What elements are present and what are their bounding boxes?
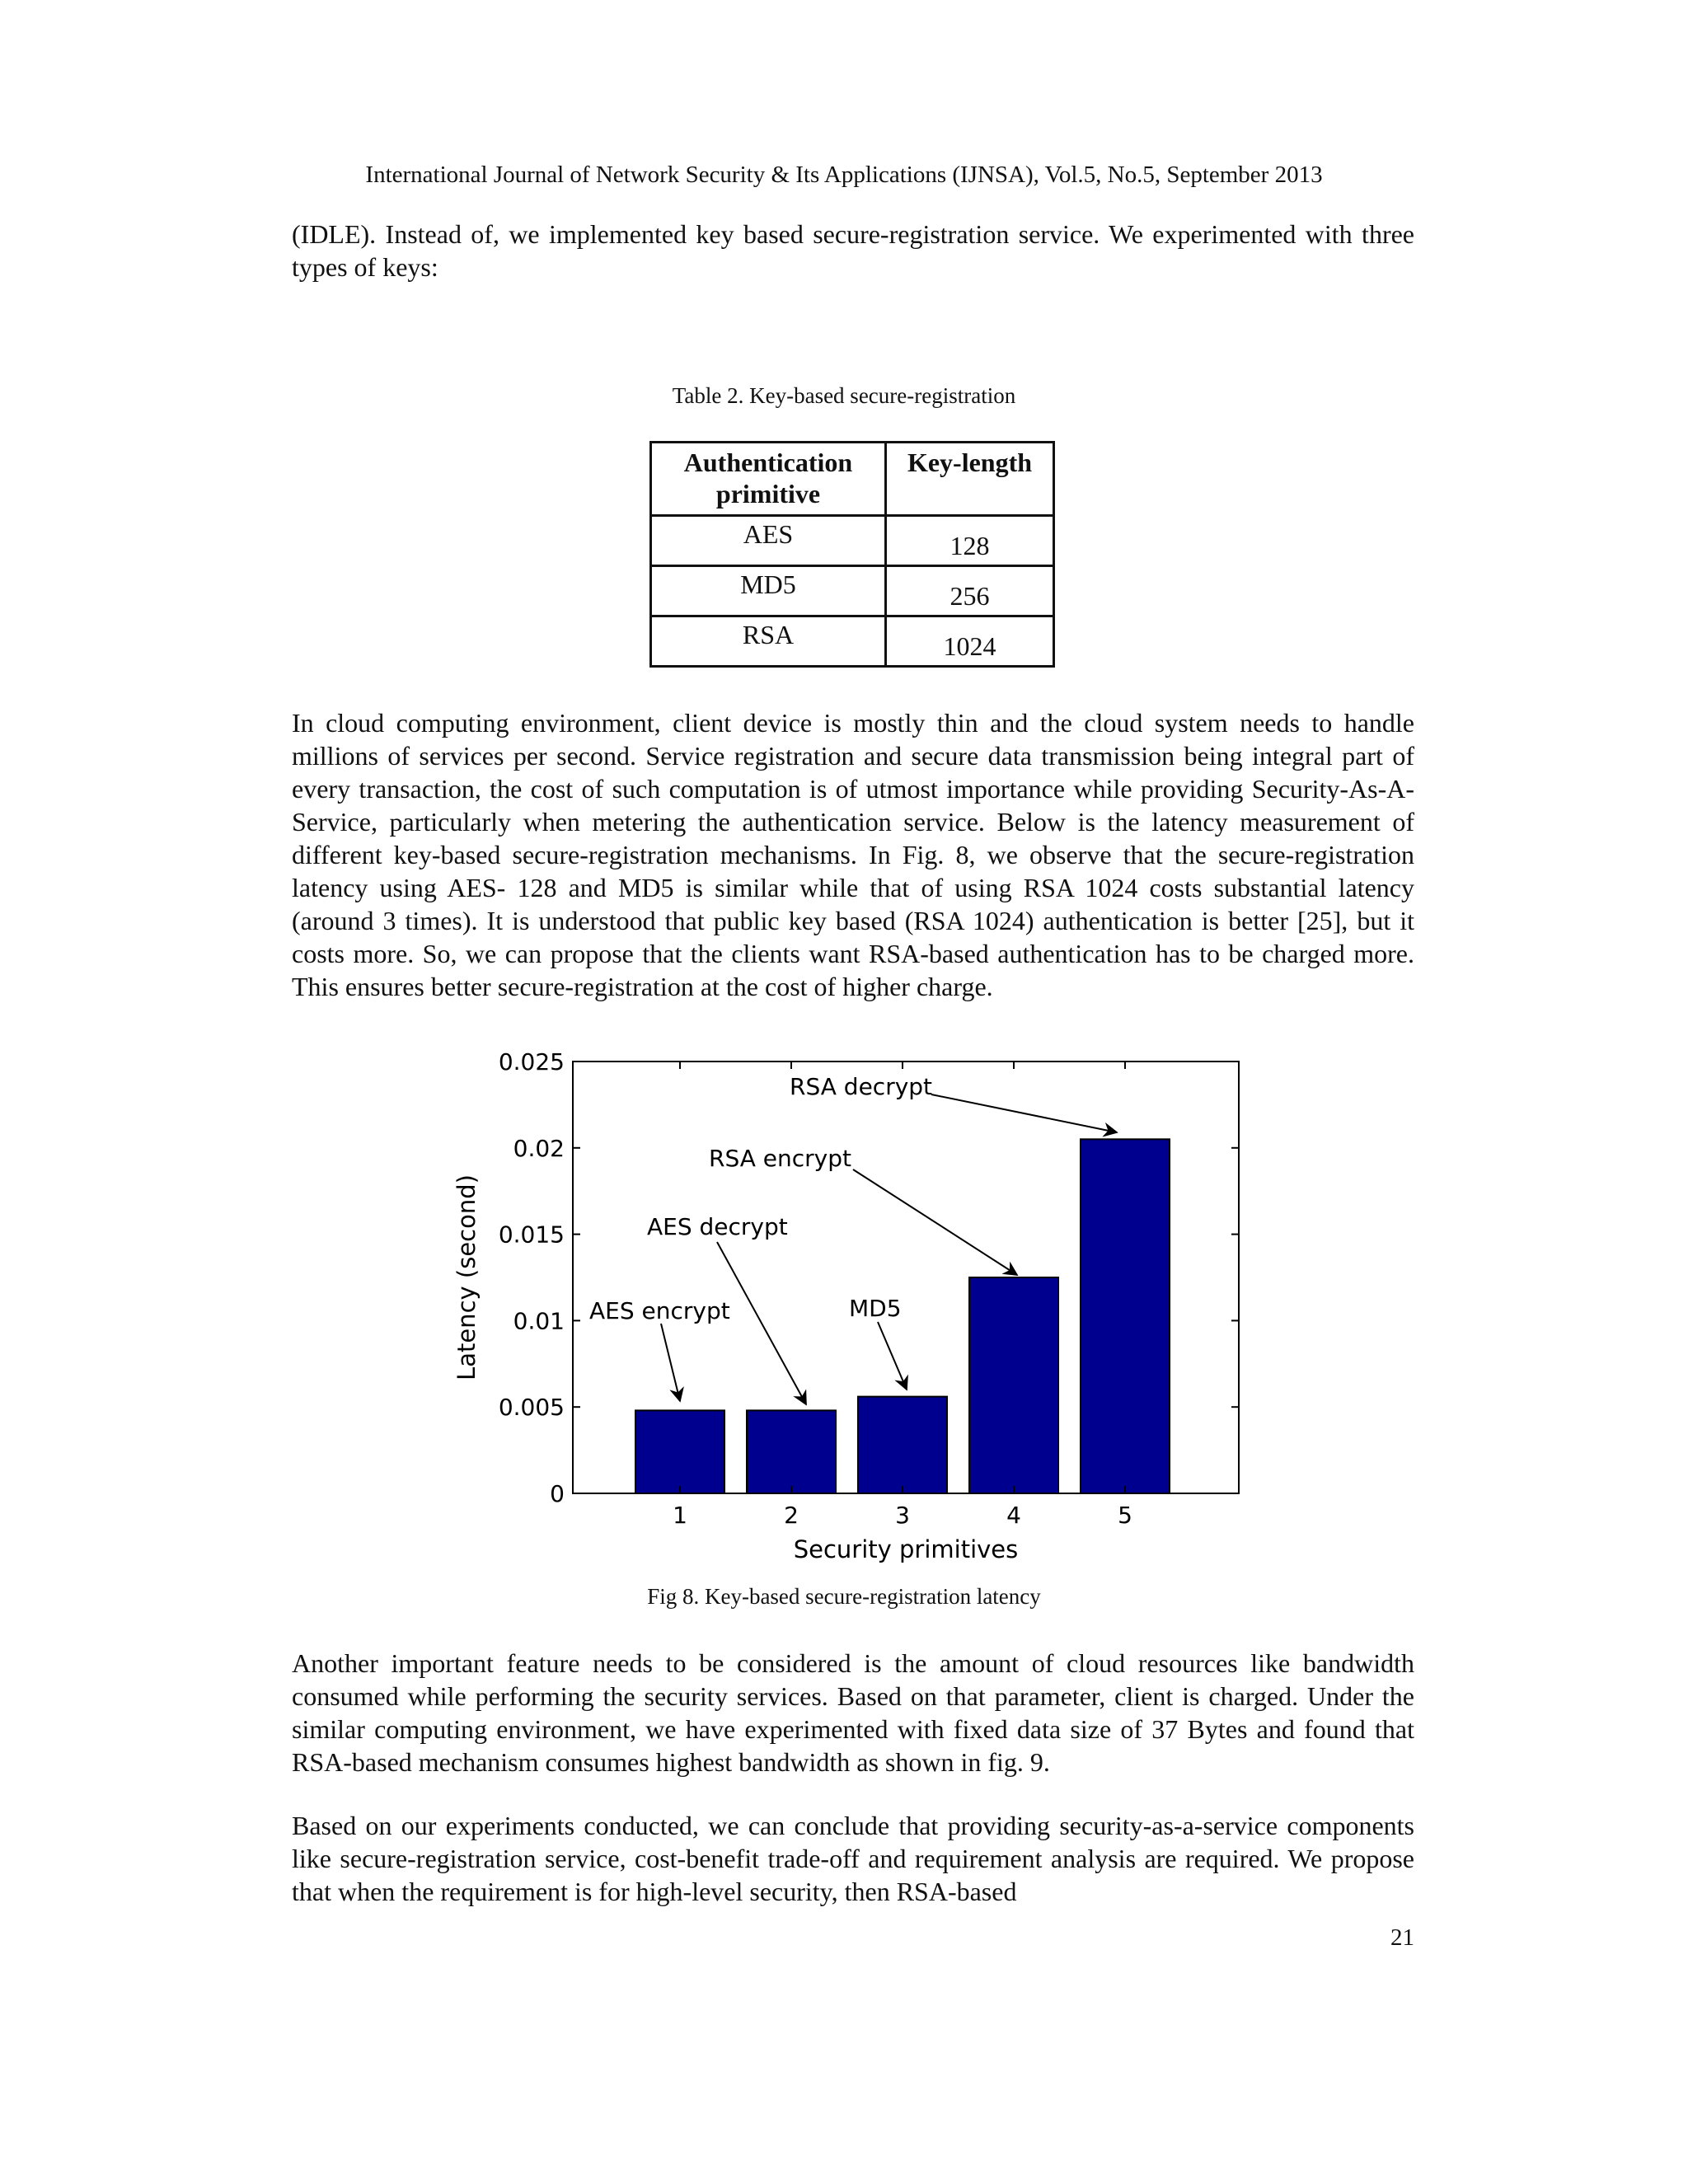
table-row xyxy=(651,616,1054,667)
annotation-label: AES encrypt xyxy=(589,1297,730,1324)
y-axis-label: Latency (second) xyxy=(452,1174,481,1380)
annotation-label: AES decrypt xyxy=(647,1213,788,1240)
latency-bar-chart xyxy=(445,1040,1253,1568)
annotation-arrow xyxy=(878,1322,907,1390)
table-cell-key-length: 128 xyxy=(886,516,1054,566)
bar xyxy=(747,1410,836,1493)
y-tick-label: 0.02 xyxy=(513,1134,565,1162)
table-caption: Table 2. Key-based secure-registration xyxy=(672,383,1016,408)
x-tick-label: 4 xyxy=(1006,1502,1021,1529)
table-row xyxy=(651,566,1054,616)
figure-caption: Fig 8. Key-based secure-registration latency xyxy=(647,1584,1041,1609)
annotation-arrow xyxy=(717,1242,806,1404)
table-header-primitive: Authentication primitive xyxy=(651,443,886,516)
annotation-label: RSA encrypt xyxy=(709,1145,852,1172)
y-tick-label: 0 xyxy=(550,1480,565,1507)
y-tick-label: 0.015 xyxy=(498,1221,565,1249)
table-cell-key-length: 1024 xyxy=(886,616,1054,667)
bar xyxy=(969,1277,1058,1493)
page-number: 21 xyxy=(1390,1924,1414,1951)
bar xyxy=(635,1410,724,1493)
annotation-arrow xyxy=(661,1324,680,1401)
table-cell-primitive: AES xyxy=(651,516,886,566)
y-tick-label: 0.005 xyxy=(498,1394,565,1422)
annotation-arrow xyxy=(853,1169,1017,1275)
x-tick-label: 2 xyxy=(784,1502,799,1529)
x-axis-label: Security primitives xyxy=(793,1535,1019,1563)
y-tick-label: 0.025 xyxy=(498,1048,565,1076)
paragraph-latency: In cloud computing environment, client device is mostly thin and the cloud system needs to handle millions of services per second. Service registration and secure data transmission being integral part of every transaction, the cost of such computation is of utmost importance while providing Security-As-A-Service, particularly when metering the authentication service. Below is the latency measurement of different key-based secure-registration mechanisms. In Fig. 8, we observe that the secure-registration latency using AES- 128 and MD5 is similar while that of using RSA 1024 costs substantial latency (around 3 times). It is understood that public key based (RSA 1024) authentication is better [25], but it costs more. So, we can propose that the clients want RSA-based authentication has to be charged more. This ensures better secure-registration at the cost of higher charge. xyxy=(292,708,1414,1001)
bar xyxy=(1081,1139,1170,1493)
table-cell-key-length: 256 xyxy=(886,566,1054,616)
y-tick-label: 0.01 xyxy=(513,1307,565,1335)
x-tick-label: 5 xyxy=(1118,1502,1132,1529)
paragraph-bandwidth: Another important feature needs to be considered is the amount of cloud resources like bandwidth consumed while performing the security services. Based on that parameter, client is charged. Under the similar computing environment, we have experimented with fixed data size of 37 Bytes and found that RSA-based mechanism consumes highest bandwidth as shown in fig. 9. xyxy=(292,1648,1414,1777)
table-header-row xyxy=(651,443,1054,516)
table-cell-primitive: MD5 xyxy=(651,566,886,616)
table-cell-primitive: RSA xyxy=(651,616,886,667)
paragraph-intro: (IDLE). Instead of, we implemented key based secure-registration service. We experimented with three types of keys: xyxy=(292,219,1414,282)
annotation-arrow xyxy=(931,1094,1117,1132)
key-table xyxy=(649,441,1055,668)
table-row xyxy=(651,516,1054,566)
x-tick-label: 3 xyxy=(895,1502,910,1529)
paragraph-conclusion: Based on our experiments conducted, we can conclude that providing security-as-a-service components like secure-registration service, cost-benefit trade-off and requirement analysis are required. We propose that when the requirement is for high-level security, then RSA-based xyxy=(292,1811,1414,1906)
journal-header: International Journal of Network Security & Its Applications (IJNSA), Vol.5, No.5, September 2013 xyxy=(365,162,1323,188)
table-header-key-length: Key-length xyxy=(886,443,1054,516)
annotation-label: MD5 xyxy=(849,1295,902,1322)
bar xyxy=(858,1397,947,1493)
annotation-label: RSA decrypt xyxy=(790,1073,933,1100)
x-tick-label: 1 xyxy=(673,1502,687,1529)
